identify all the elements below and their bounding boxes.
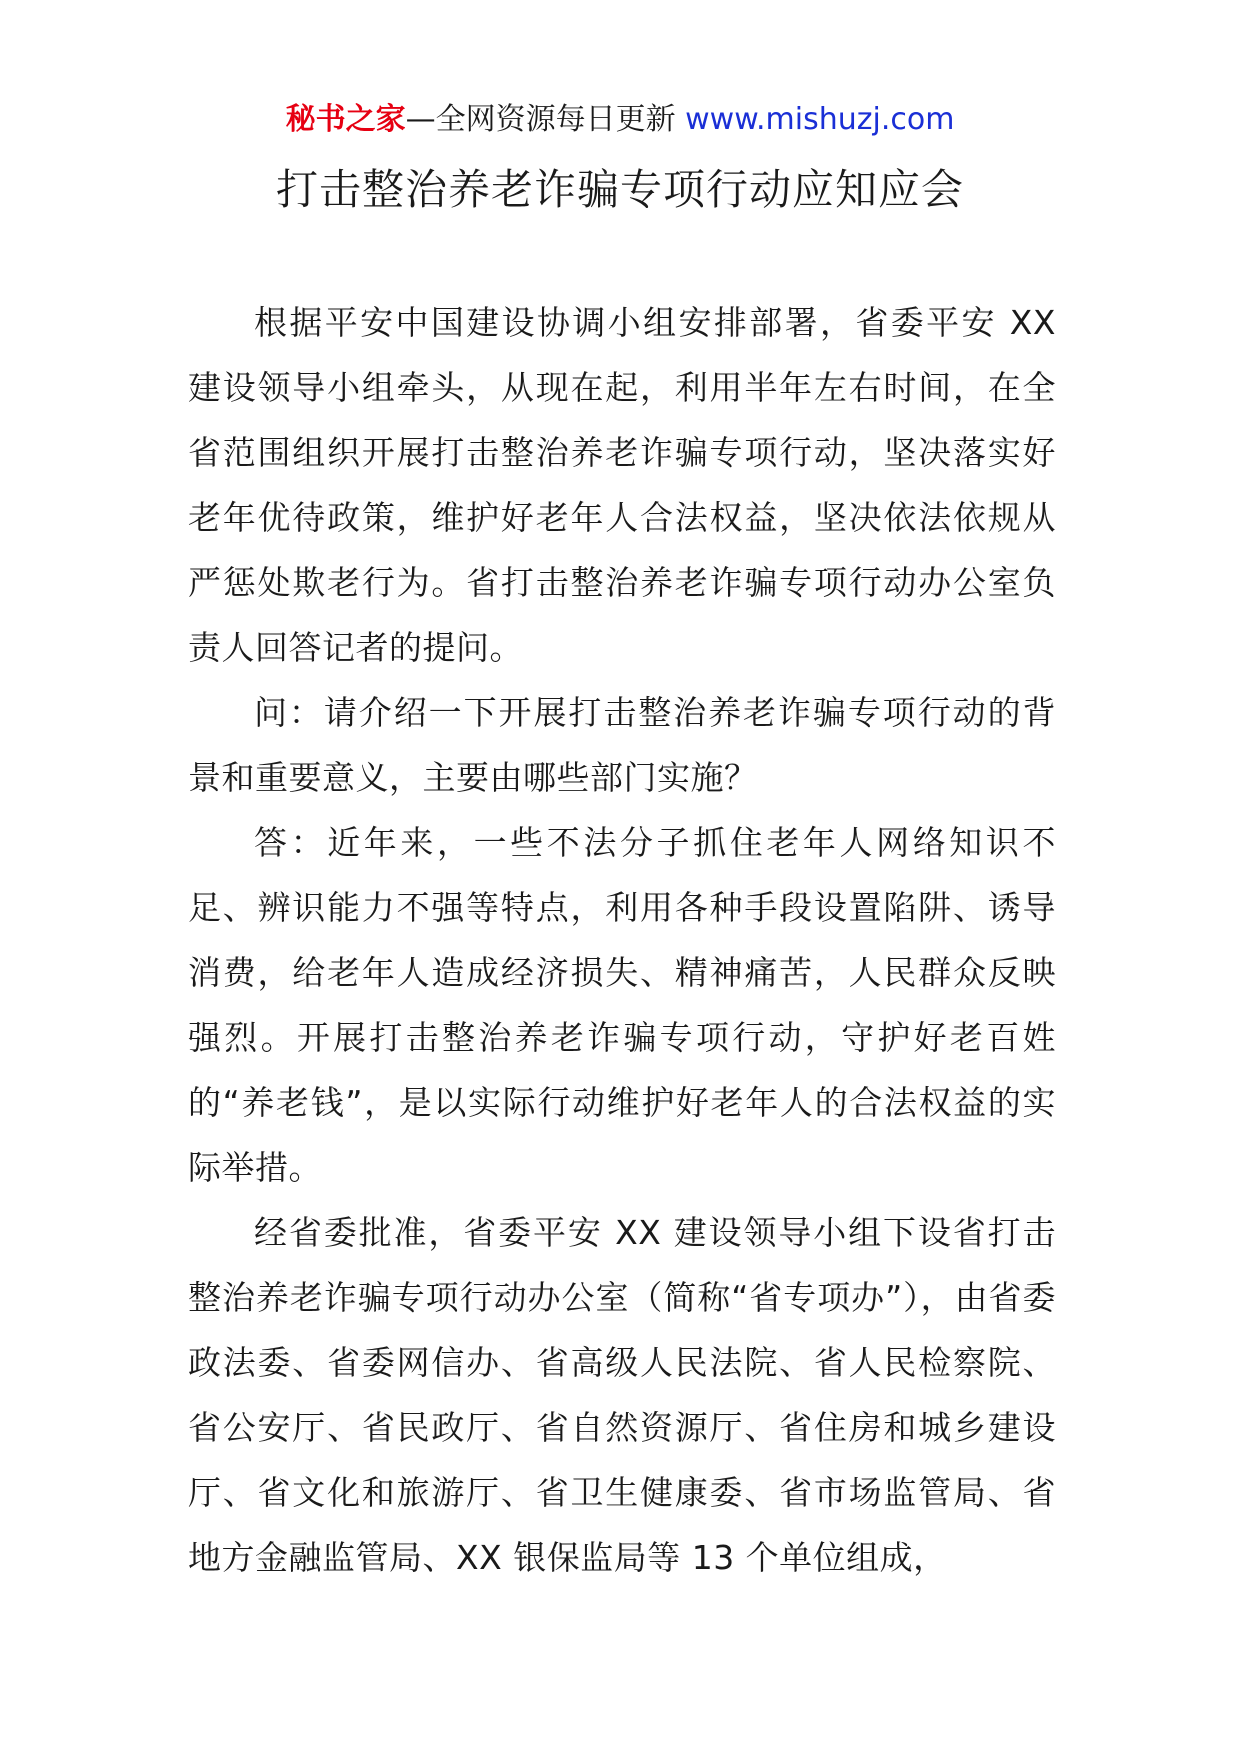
paragraph-answer: 答：近年来，一些不法分子抓住老年人网络知识不足、辨识能力不强等特点，利用各种手段设置陷阱、诱导消费，给老年人造成经济损失、精神痛苦，人民群众反映强烈。开展打击整治养老诈骗专项行动，守护好老百姓的“养老钱”，是以实际行动维护好老年人的合法权益的实际举措。	[188, 823, 1056, 1187]
paragraph-intro: 根据平安中国建设协调小组安排部署，省委平安 XX 建设领导小组牵头，从现在起，利用半年左右时间，在全省范围组织开展打击整治养老诈骗专项行动，坚决落实好老年优待政策，维护好老年人合法权益，坚决依法依规从严惩处欺老行为。省打击整治养老诈骗专项行动办公室负责人回答记者的提问。	[188, 303, 1056, 667]
site-url-link[interactable]: www.mishuzj.com	[685, 102, 955, 137]
document-body	[188, 290, 1056, 1590]
site-tagline: —全网资源每日更新	[405, 102, 676, 137]
paragraph-organization: 经省委批准，省委平安 XX 建设领导小组下设省打击整治养老诈骗专项行动办公室（简称“省专项办”），由省委政法委、省委网信办、省高级人民法院、省人民检察院、省公安厅、省民政厅、省自然资源厅、省住房和城乡建设厅、省文化和旅游厅、省卫生健康委、省市场监管局、省地方金融监管局、XX 银保监局等 13 个单位组成，	[188, 1213, 1056, 1577]
site-header	[0, 98, 1240, 142]
paragraph-question: 问：请介绍一下开展打击整治养老诈骗专项行动的背景和重要意义，主要由哪些部门实施？	[188, 693, 1056, 797]
document-title: 打击整治养老诈骗专项行动应知应会	[275, 165, 964, 214]
site-brand: 秘书之家	[285, 102, 406, 137]
